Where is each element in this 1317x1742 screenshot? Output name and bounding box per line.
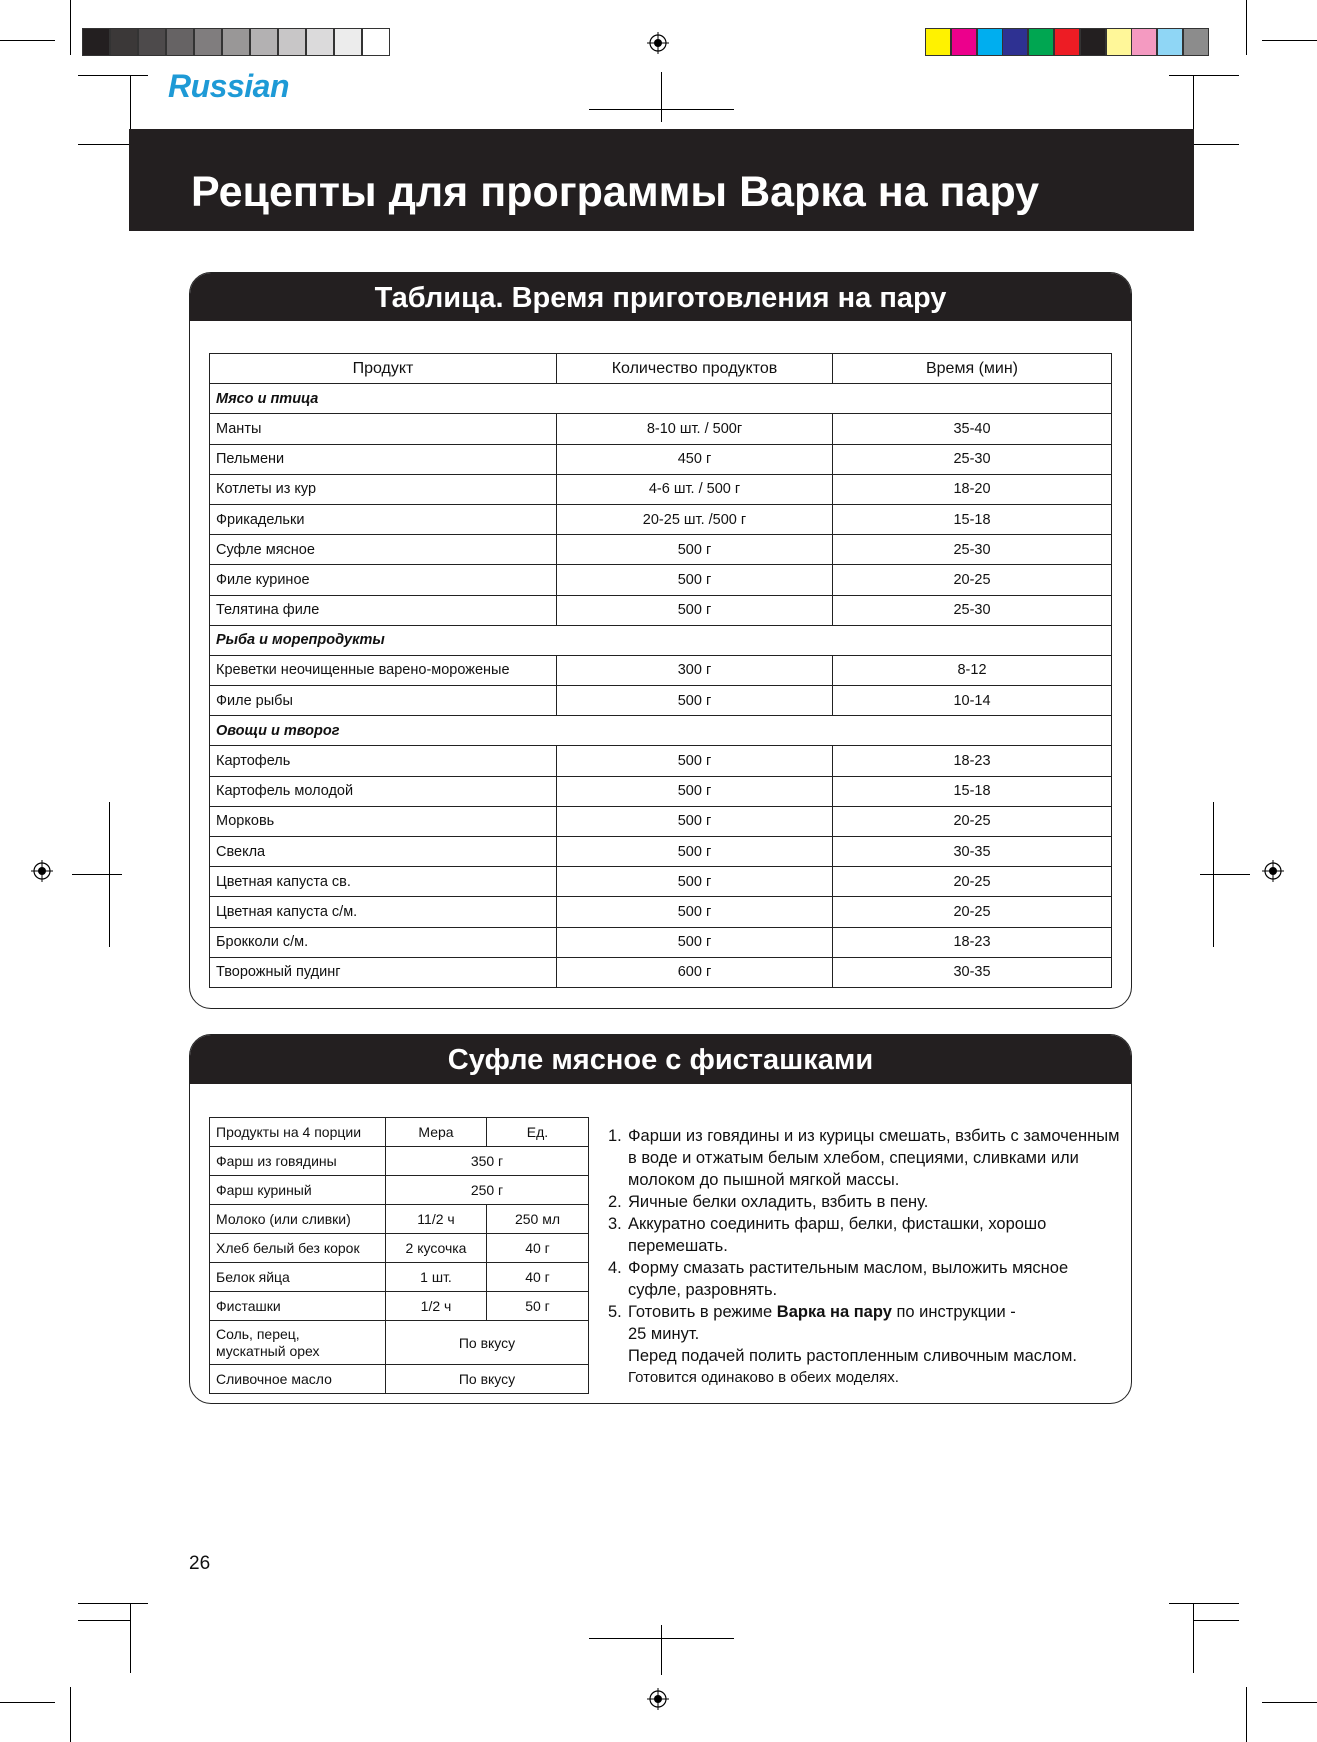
language-label: Russian bbox=[168, 68, 289, 104]
crop-mark bbox=[70, 0, 71, 55]
ingredient-measure: 1 шт. bbox=[386, 1263, 487, 1292]
table-row bbox=[210, 595, 1112, 625]
time-cell: 30-35 bbox=[833, 957, 1112, 987]
ingredient-name: Сливочное масло bbox=[210, 1365, 386, 1394]
ingredient-unit: 250 мл bbox=[487, 1205, 589, 1234]
quantity-cell: 600 г bbox=[557, 957, 833, 987]
ingredient-name: Фарш из говядины bbox=[210, 1147, 386, 1176]
recipe-title: Суфле мясное с фисташками bbox=[190, 1035, 1131, 1084]
column-header: Время (мин) bbox=[833, 354, 1112, 384]
crop-mark bbox=[1262, 1702, 1317, 1703]
product-cell: Котлеты из кур bbox=[210, 474, 557, 504]
steam-table-title: Таблица. Время приготовления на пару bbox=[190, 273, 1131, 321]
quantity-cell: 500 г bbox=[557, 686, 833, 716]
step-text: Фарши из говядины и из курицы смешать, взбить с замоченным в воде и отжатым белым хлебом, специями, сливками или молоком до пышной мягкой массы. bbox=[628, 1127, 1120, 1189]
quantity-cell: 300 г bbox=[557, 655, 833, 685]
column-header: Ед. bbox=[487, 1118, 589, 1147]
column-header: Продукт bbox=[210, 354, 557, 384]
table-row bbox=[210, 957, 1112, 987]
product-cell: Филе куриное bbox=[210, 565, 557, 595]
table-row bbox=[210, 806, 1112, 836]
ingredient-name: Хлеб белый без корок bbox=[210, 1234, 386, 1263]
table-row bbox=[210, 535, 1112, 565]
table-row bbox=[210, 837, 1112, 867]
ingredient-name: Соль, перец, мускатный орех bbox=[210, 1321, 386, 1365]
ingredient-amount: 250 г bbox=[386, 1176, 589, 1205]
column-header: Мера bbox=[386, 1118, 487, 1147]
category-label: Рыба и морепродукты bbox=[210, 625, 1112, 655]
column-header: Продукты на 4 порции bbox=[210, 1118, 386, 1147]
time-cell: 15-18 bbox=[833, 504, 1112, 534]
product-cell: Цветная капуста св. bbox=[210, 867, 557, 897]
ingredient-row bbox=[210, 1321, 589, 1365]
product-cell: Пельмени bbox=[210, 444, 557, 474]
crop-mark bbox=[1169, 75, 1239, 76]
product-cell: Манты bbox=[210, 414, 557, 444]
step-text: Готовить в режиме bbox=[628, 1303, 777, 1321]
ingredient-table bbox=[209, 1117, 589, 1394]
table-row bbox=[210, 655, 1112, 685]
quantity-cell: 500 г bbox=[557, 776, 833, 806]
time-cell: 20-25 bbox=[833, 867, 1112, 897]
registration-target-icon bbox=[647, 1688, 669, 1710]
color-swatch bbox=[925, 28, 951, 56]
step-number: 3. bbox=[608, 1215, 622, 1233]
table-header-row bbox=[210, 354, 1112, 384]
quantity-cell: 4-6 шт. / 500 г bbox=[557, 474, 833, 504]
ingredient-name: Белок яйца bbox=[210, 1263, 386, 1292]
ingredient-row bbox=[210, 1263, 589, 1292]
product-cell: Суфле мясное bbox=[210, 535, 557, 565]
crop-mark bbox=[78, 75, 148, 76]
quantity-cell: 500 г bbox=[557, 806, 833, 836]
crop-mark bbox=[1193, 1620, 1239, 1621]
step-text: Форму смазать растительным маслом, выложить мясное суфле, разровнять. bbox=[628, 1259, 1069, 1299]
category-row bbox=[210, 384, 1112, 414]
time-cell: 18-20 bbox=[833, 474, 1112, 504]
product-cell: Картофель молодой bbox=[210, 776, 557, 806]
ingredient-name: Фисташки bbox=[210, 1292, 386, 1321]
product-cell: Цветная капуста с/м. bbox=[210, 897, 557, 927]
step-text-line: Перед подачей полить растопленным сливочным маслом. bbox=[628, 1347, 1077, 1365]
crop-mark bbox=[0, 1702, 55, 1703]
time-cell: 18-23 bbox=[833, 927, 1112, 957]
crop-mark bbox=[78, 1620, 130, 1621]
color-swatch bbox=[951, 28, 977, 56]
steam-time-table bbox=[209, 353, 1112, 988]
product-cell: Свекла bbox=[210, 837, 557, 867]
crop-mark bbox=[1193, 144, 1239, 145]
step-number: 1. bbox=[608, 1127, 622, 1145]
color-swatch bbox=[166, 28, 194, 56]
registration-target-icon bbox=[1262, 860, 1284, 882]
crop-mark bbox=[1193, 1603, 1194, 1673]
step-text-line: Готовится одинаково в обеих моделях. bbox=[628, 1369, 899, 1386]
quantity-cell: 500 г bbox=[557, 535, 833, 565]
registration-line bbox=[661, 1625, 662, 1675]
table-row bbox=[210, 776, 1112, 806]
table-row bbox=[210, 927, 1112, 957]
time-cell: 20-25 bbox=[833, 897, 1112, 927]
table-header-row bbox=[210, 1118, 589, 1147]
ingredient-name: Фарш куриный bbox=[210, 1176, 386, 1205]
step-text: по инструкции - bbox=[891, 1303, 1016, 1321]
time-cell: 15-18 bbox=[833, 776, 1112, 806]
color-swatch bbox=[362, 28, 390, 56]
crop-mark bbox=[78, 1603, 148, 1604]
registration-target-icon bbox=[31, 860, 53, 882]
table-row bbox=[210, 474, 1112, 504]
crop-mark bbox=[1246, 1687, 1247, 1742]
time-cell: 30-35 bbox=[833, 837, 1112, 867]
table-row bbox=[210, 867, 1112, 897]
ingredient-name: Молоко (или сливки) bbox=[210, 1205, 386, 1234]
color-swatch bbox=[1002, 28, 1028, 56]
color-swatch bbox=[1131, 28, 1157, 56]
product-cell: Морковь bbox=[210, 806, 557, 836]
page-title: Рецепты для программы Варка на пару bbox=[191, 168, 1040, 216]
ingredient-row bbox=[210, 1176, 589, 1205]
step-number: 2. bbox=[608, 1193, 622, 1211]
crop-mark bbox=[0, 40, 55, 41]
product-cell: Картофель bbox=[210, 746, 557, 776]
product-cell: Творожный пудинг bbox=[210, 957, 557, 987]
color-swatch bbox=[1183, 28, 1209, 56]
time-cell: 18-23 bbox=[833, 746, 1112, 776]
ingredient-unit: 40 г bbox=[487, 1263, 589, 1292]
category-row bbox=[210, 625, 1112, 655]
column-header: Количество продуктов bbox=[557, 354, 833, 384]
ingredient-row bbox=[210, 1234, 589, 1263]
ingredient-row bbox=[210, 1292, 589, 1321]
recipe-step bbox=[608, 1125, 1120, 1191]
color-swatch bbox=[278, 28, 306, 56]
step-text: Аккуратно соединить фарш, белки, фисташки, хорошо перемешать. bbox=[628, 1215, 1047, 1255]
color-swatch bbox=[110, 28, 138, 56]
step-text: Яичные белки охладить, взбить в пену. bbox=[628, 1193, 929, 1211]
ingredient-unit: 40 г bbox=[487, 1234, 589, 1263]
table-row bbox=[210, 565, 1112, 595]
time-cell: 25-30 bbox=[833, 595, 1112, 625]
product-cell: Телятина филе bbox=[210, 595, 557, 625]
crop-mark bbox=[130, 1603, 131, 1673]
ingredient-amount: По вкусу bbox=[386, 1365, 589, 1394]
ingredient-amount: По вкусу bbox=[386, 1321, 589, 1365]
ingredient-measure: 2 кусочка bbox=[386, 1234, 487, 1263]
quantity-cell: 500 г bbox=[557, 927, 833, 957]
category-row bbox=[210, 716, 1112, 746]
ingredient-measure: 1/2 ч bbox=[386, 1292, 487, 1321]
ingredient-row bbox=[210, 1147, 589, 1176]
quantity-cell: 500 г bbox=[557, 595, 833, 625]
product-cell: Креветки неочищенные варено-мороженые bbox=[210, 655, 557, 685]
recipe-step bbox=[608, 1301, 1120, 1389]
quantity-cell: 20-25 шт. /500 г bbox=[557, 504, 833, 534]
color-swatch bbox=[1054, 28, 1080, 56]
color-swatch bbox=[306, 28, 334, 56]
recipe-step bbox=[608, 1257, 1120, 1301]
color-swatch bbox=[334, 28, 362, 56]
crop-mark bbox=[1246, 0, 1247, 55]
color-swatch bbox=[194, 28, 222, 56]
crop-mark bbox=[70, 1687, 71, 1742]
category-label: Овощи и творог bbox=[210, 716, 1112, 746]
ingredient-row bbox=[210, 1205, 589, 1234]
step-number: 5. bbox=[608, 1303, 622, 1321]
program-name: Варка на пару bbox=[776, 1303, 892, 1321]
table-row bbox=[210, 746, 1112, 776]
time-cell: 25-30 bbox=[833, 535, 1112, 565]
color-swatch bbox=[1157, 28, 1183, 56]
ingredient-row bbox=[210, 1365, 589, 1394]
product-cell: Филе рыбы bbox=[210, 686, 557, 716]
recipe-steps bbox=[608, 1125, 1120, 1389]
time-cell: 20-25 bbox=[833, 806, 1112, 836]
time-cell: 25-30 bbox=[833, 444, 1112, 474]
crop-mark bbox=[1262, 40, 1317, 41]
color-swatch bbox=[250, 28, 278, 56]
table-row bbox=[210, 686, 1112, 716]
product-cell: Брокколи с/м. bbox=[210, 927, 557, 957]
time-cell: 20-25 bbox=[833, 565, 1112, 595]
color-swatch bbox=[1080, 28, 1106, 56]
color-swatch bbox=[1028, 28, 1054, 56]
table-row bbox=[210, 414, 1112, 444]
recipe-step bbox=[608, 1213, 1120, 1257]
registration-line bbox=[72, 874, 122, 875]
step-number: 4. bbox=[608, 1259, 622, 1277]
ingredient-amount: 350 г bbox=[386, 1147, 589, 1176]
recipe-step bbox=[608, 1191, 1120, 1213]
registration-line bbox=[661, 72, 662, 122]
color-swatch bbox=[222, 28, 250, 56]
quantity-cell: 500 г bbox=[557, 565, 833, 595]
ingredient-measure: 11/2 ч bbox=[386, 1205, 487, 1234]
quantity-cell: 500 г bbox=[557, 837, 833, 867]
quantity-cell: 500 г bbox=[557, 897, 833, 927]
product-cell: Фрикадельки bbox=[210, 504, 557, 534]
registration-line bbox=[1200, 874, 1250, 875]
category-label: Мясо и птица bbox=[210, 384, 1112, 414]
table-row bbox=[210, 504, 1112, 534]
quantity-cell: 450 г bbox=[557, 444, 833, 474]
step-text-line: 25 минут. bbox=[628, 1325, 700, 1343]
crop-mark bbox=[1169, 1603, 1239, 1604]
quantity-cell: 500 г bbox=[557, 867, 833, 897]
time-cell: 35-40 bbox=[833, 414, 1112, 444]
time-cell: 10-14 bbox=[833, 686, 1112, 716]
table-row bbox=[210, 444, 1112, 474]
table-row bbox=[210, 897, 1112, 927]
color-swatch bbox=[82, 28, 110, 56]
color-swatch bbox=[1106, 28, 1132, 56]
registration-target-icon bbox=[647, 32, 669, 54]
page-number: 26 bbox=[189, 1553, 211, 1574]
quantity-cell: 500 г bbox=[557, 746, 833, 776]
quantity-cell: 8-10 шт. / 500г bbox=[557, 414, 833, 444]
color-swatch bbox=[977, 28, 1003, 56]
color-swatch bbox=[138, 28, 166, 56]
ingredient-unit: 50 г bbox=[487, 1292, 589, 1321]
crop-mark bbox=[78, 144, 130, 145]
time-cell: 8-12 bbox=[833, 655, 1112, 685]
